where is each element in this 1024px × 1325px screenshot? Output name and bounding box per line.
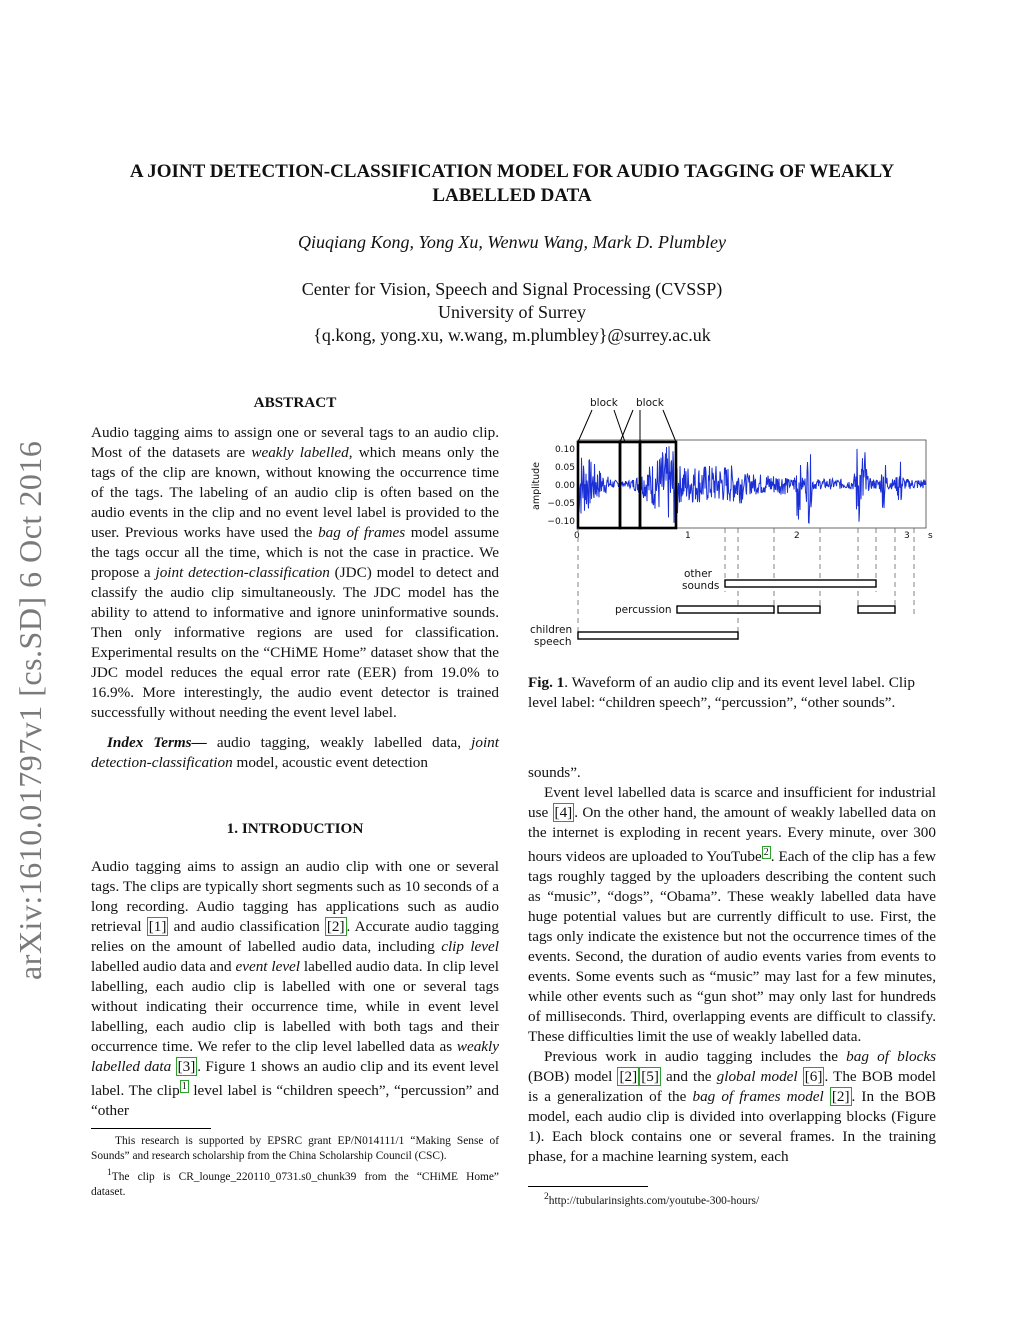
event-bar-percussion bbox=[677, 606, 774, 613]
x-unit: s bbox=[928, 531, 933, 541]
citation-link[interactable]: [1] bbox=[148, 918, 167, 935]
y-axis-label: amplitude bbox=[531, 461, 542, 511]
authors: Qiuqiang Kong, Yong Xu, Wenwu Wang, Mark D. Plumbley bbox=[297, 232, 726, 252]
x-tick-2: 2 bbox=[794, 531, 800, 541]
paragraph-previous-work: Previous work in audio tagging includes the bag of blocks (BOB) model [2] [5] and the global model [6] . The BOB model is a generalization of the bag of frames model [2] . In the BOB model, each audio clip is divided into overlapping blocks (Figure 1). Each block contains one or several frames. In the training phase, for a machine learning system, each bbox=[528, 1048, 936, 1166]
footnote-url[interactable]: http://tubularinsights.com/youtube-300-hours/ bbox=[548, 1194, 760, 1207]
footnote-link[interactable]: 1 bbox=[181, 1081, 187, 1092]
affiliation bbox=[60, 278, 964, 347]
citation-link[interactable]: [5] bbox=[641, 1068, 659, 1086]
event-bar-children-speech bbox=[578, 632, 738, 639]
footnote-rule bbox=[528, 1186, 648, 1187]
citation-link[interactable]: [2] bbox=[831, 1088, 850, 1106]
event-label-children-1: children bbox=[530, 624, 573, 636]
y-tick-1: 0.05 bbox=[554, 463, 575, 473]
abstract-text: Audio tagging aims to assign one or several tags to an audio clip. Most of the datasets are weakly labelled, which means only the tags of the clip are known, without knowing the occurrence time of the tags. The labeling of an audio clip is often based on the audio events in the clip and no event level label is provided to the user. Previous works have used the bag of frames model assume the tags occur all the time, which is not the case in practice. We propose a joint detection-classification (JDC) model to detect and classify the audio clip simultaneously. The JDC model has the ability to attend to informative and ignore uninformative sounds. Then only informative regions are used for classification. Experimental results on the “CHiME Home” dataset show that the JDC model reduces the equal error rate (EER) from 19.0% to 16.9%. More interestingly, the audio event detector is trained successfully without needing the event level label. bbox=[91, 424, 500, 721]
intro-paragraph: Audio tagging aims to assign an audio clip with one or several tags. The clips are typically short segments such as 10 seconds of a long recording. Audio tagging has applications such as audio retrieval [1] and audio classification [2] . Accurate audio tagging relies on the amount of labelled audio data, including clip level labelled audio data and event level labelled audio data. In clip level labelling, each audio clip is labelled with one or several tags without indicating their occurrence time, while in event level labelling, each audio clip is labelled with both tags and their occurrence time. We refer to the clip level labelled data as weakly labelled data [3] . Figure 1 shows an audio clip and its event level label. The clip $^1$ level label is “children speech”, “percussion” and “other bbox=[91, 858, 500, 1120]
block-pointer bbox=[663, 410, 676, 442]
continued-text: sounds”. bbox=[528, 764, 581, 781]
citation-link[interactable]: [6] bbox=[804, 1068, 823, 1086]
title-line-2: LABELLED DATA bbox=[432, 185, 592, 206]
footnote-rule bbox=[91, 1128, 211, 1129]
abstract-section bbox=[91, 393, 499, 773]
title-line-1: A JOINT DETECTION-CLASSIFICATION MODEL FOR AUDIO TAGGING OF WEAKLY bbox=[129, 161, 895, 182]
y-tick-2: 0.00 bbox=[554, 481, 575, 491]
block-label-1: block bbox=[590, 397, 618, 409]
block-label-2: block bbox=[636, 397, 664, 409]
paragraph-weak-data: Event level labelled data is scarce and insufficient for industrial use [4] . On the other hand, the amount of weakly labelled data on the internet is exploding in recent years. Every minute, over 300 hours videos are uploaded to YouTube $^2$ . Each of the clip has a few tags roughly tagged by the uploaders describing the content such as “music”, “dogs”, “Obama”. These weakly labelled data have huge potential values but are currently difficult to use. First, the tags only indicate the existence but not the occurrence times of the events. Second, the duration of audio events varies from events to events. Some events such as “music” may last for a few minutes, while other events such as “gun shot” may only last for hundreds of milliseconds. Third, overlapping events are difficult to classify. These difficulties limit the use of weakly labelled data. bbox=[528, 784, 936, 1046]
x-tick-0: 0 bbox=[574, 531, 580, 541]
y-tick-0: 0.10 bbox=[554, 445, 575, 455]
event-label-percussion: percussion bbox=[615, 604, 672, 616]
right-column-text bbox=[528, 763, 936, 1167]
event-bar-other-sounds bbox=[725, 580, 876, 587]
abstract-heading: ABSTRACT bbox=[253, 394, 337, 411]
x-tick-3: 3 bbox=[904, 531, 910, 541]
waveform-line bbox=[578, 441, 926, 523]
figure-1 bbox=[528, 392, 944, 652]
intro-heading: 1. INTRODUCTION bbox=[226, 820, 364, 837]
block-pointer bbox=[620, 410, 633, 442]
y-tick-4: −0.10 bbox=[547, 517, 575, 527]
x-tick-1: 1 bbox=[685, 531, 691, 541]
arxiv-stamp: arXiv:1610.01797v1 [cs.SD] 6 Oct 2016 bbox=[12, 440, 48, 980]
footnote-1: $^1$The clip is CR_lounge_220110_0731.s0_chunk39 from the “CHiME Home” dataset. bbox=[91, 1168, 499, 1198]
affiliation-line-1: Center for Vision, Speech and Signal Processing (CVSSP) bbox=[301, 279, 723, 299]
citation-link[interactable]: [3] bbox=[177, 1058, 196, 1075]
paper-title bbox=[60, 160, 964, 208]
block-pointer bbox=[614, 410, 625, 442]
citation-link[interactable]: [4] bbox=[554, 804, 573, 821]
index-terms: Index Terms— audio tagging, weakly labelled data, joint detection-classification model, acoustic event detection bbox=[91, 734, 499, 771]
event-label-other-2: sounds bbox=[682, 580, 720, 592]
block-pointer bbox=[578, 410, 592, 442]
footnote-funding: This research is supported by EPSRC grant EP/N014111/1 “Making Sense of Sounds” and research scholarship from the China Scholarship Council (CSC). bbox=[91, 1135, 499, 1162]
affiliation-line-2: University of Surrey bbox=[438, 302, 586, 322]
intro-section bbox=[91, 819, 499, 1121]
footnote-2: $^2$http://tubularinsights.com/youtube-300-hours/ bbox=[544, 1192, 760, 1207]
right-footnote bbox=[528, 1186, 936, 1209]
footnote-link[interactable]: 2 bbox=[763, 847, 769, 858]
figure-caption: Fig. 1. Waveform of an audio clip and its event level label. Clip level label: “children speech”, “percussion”, “other sounds”. bbox=[528, 674, 915, 711]
citation-link[interactable]: [2] bbox=[619, 1068, 638, 1086]
left-footnotes bbox=[91, 1128, 499, 1200]
event-bar-percussion bbox=[778, 606, 820, 613]
citation-link[interactable]: [2] bbox=[326, 918, 345, 935]
affiliation-emails: {q.kong, yong.xu, w.wang, m.plumbley}@surrey.ac.uk bbox=[313, 325, 711, 345]
event-bar-percussion bbox=[858, 606, 895, 613]
event-label-children-2: speech bbox=[534, 636, 572, 648]
event-label-other-1: other bbox=[684, 568, 712, 580]
y-tick-3: −0.05 bbox=[547, 499, 575, 509]
